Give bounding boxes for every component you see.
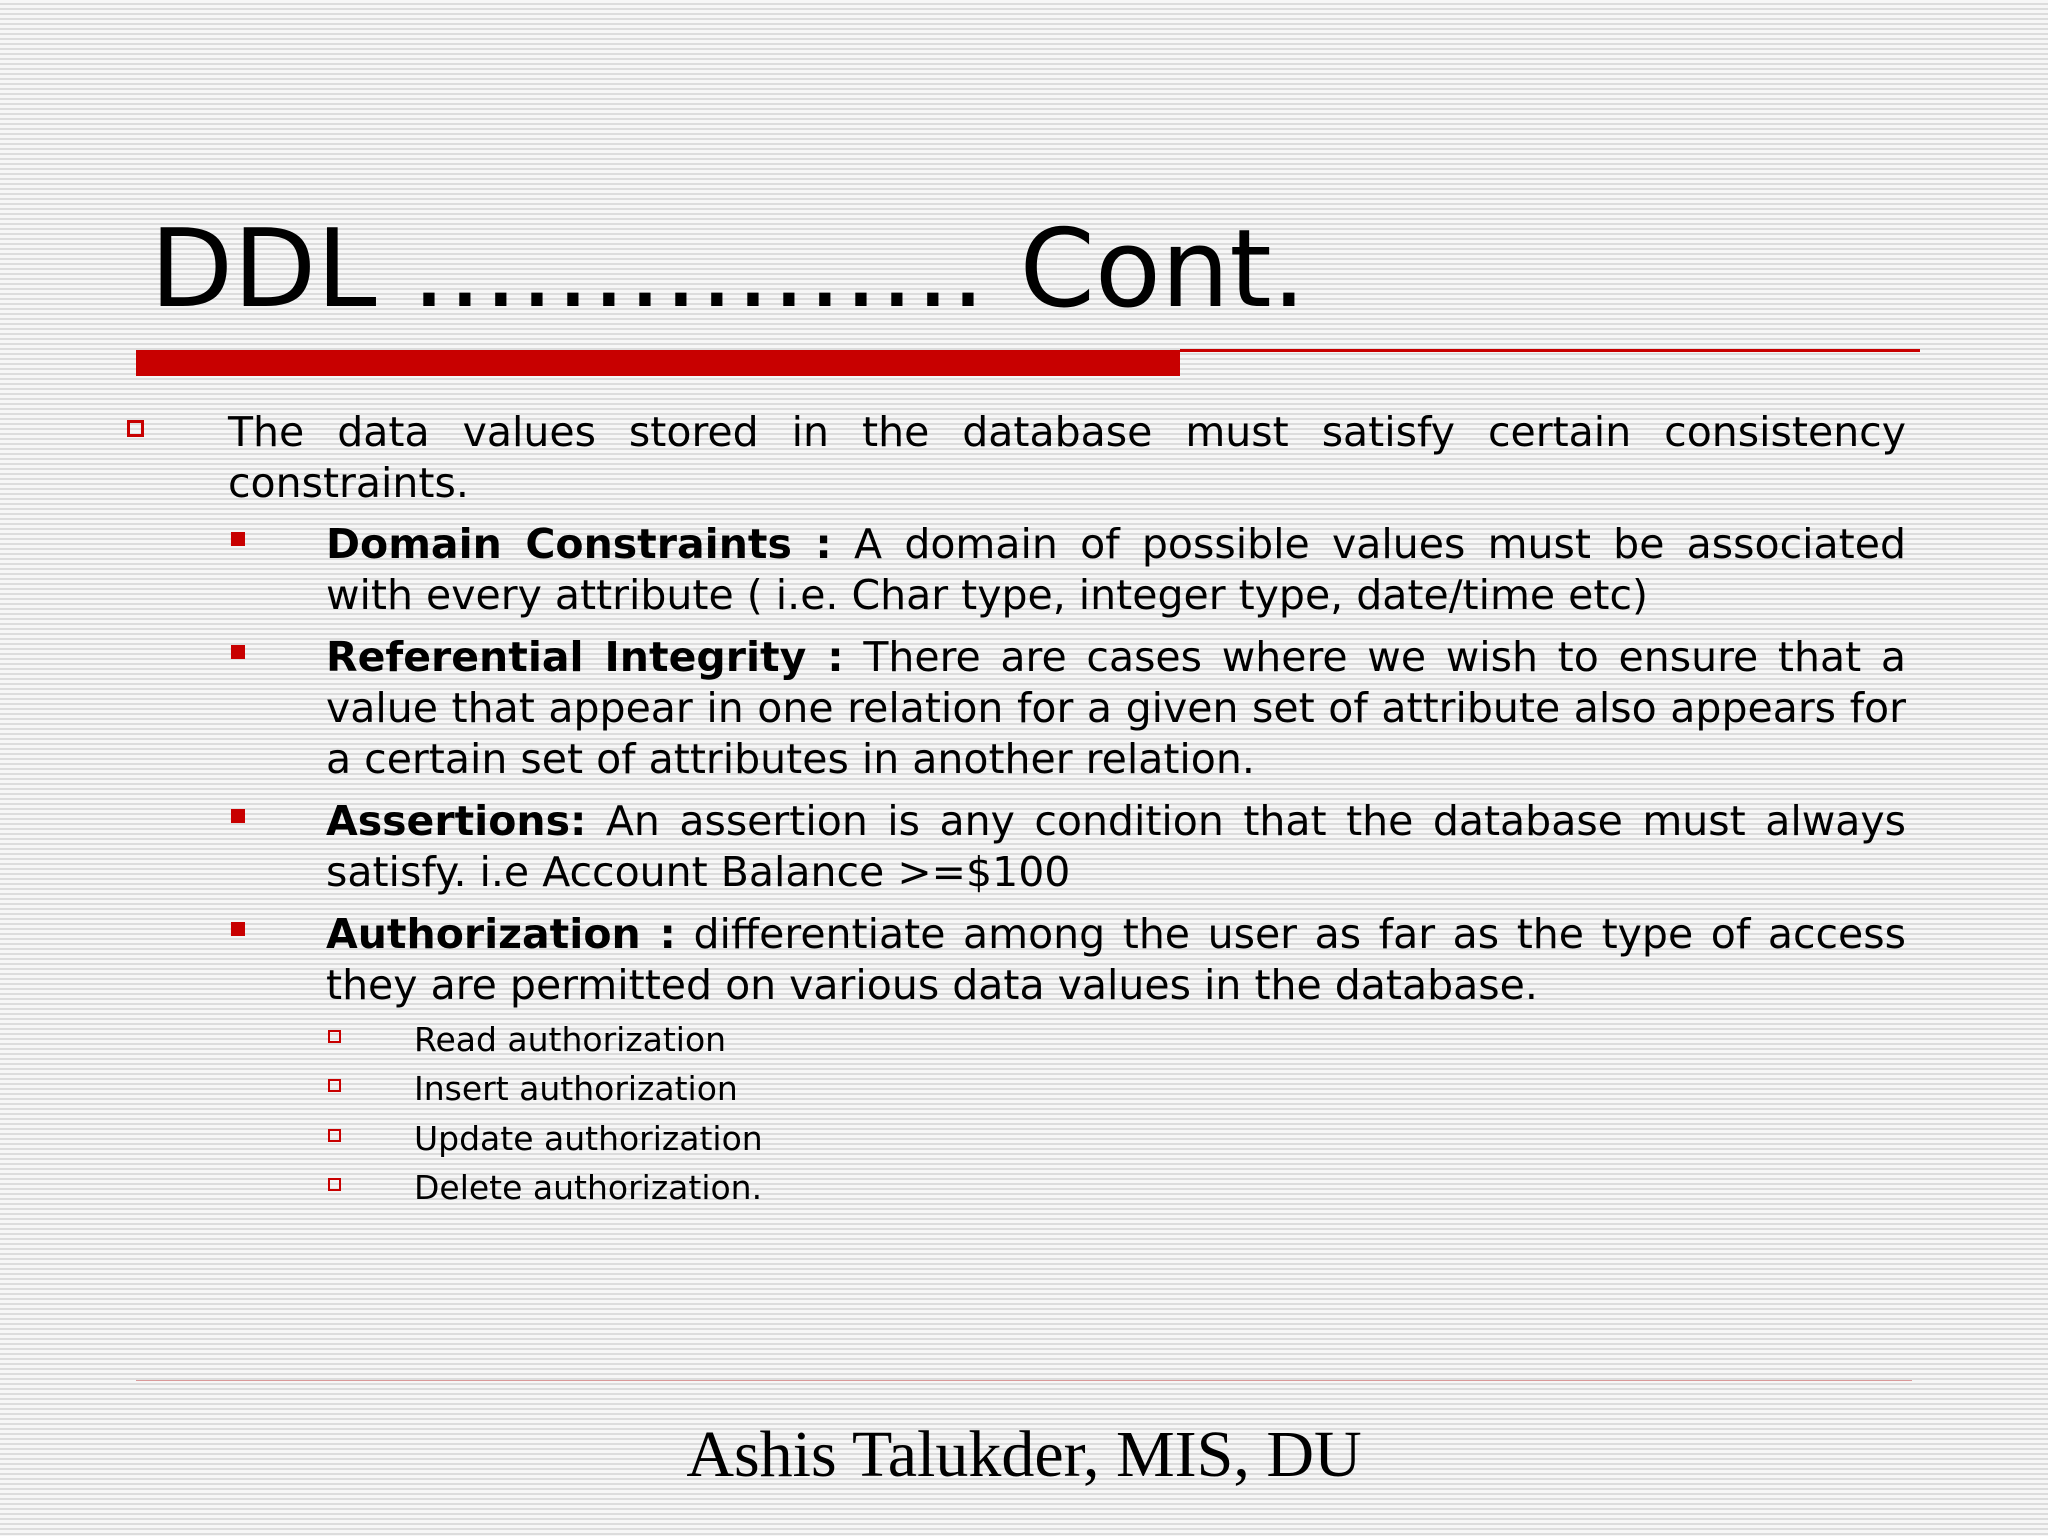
hollow-square-bullet-icon <box>328 1079 341 1092</box>
term-assertions: Assertions: <box>326 797 587 845</box>
desc-domain-constraints: A domain of possible values must be associated with every attribute ( i.e. Char type, integer type, date/time etc) <box>326 520 1906 619</box>
term-referential-integrity: Referential Integrity : <box>326 633 844 681</box>
hollow-square-bullet-icon <box>328 1129 341 1142</box>
solid-square-bullet-icon <box>231 532 245 546</box>
hollow-square-bullet-icon <box>328 1030 341 1043</box>
solid-square-bullet-icon <box>231 809 245 823</box>
solid-square-bullet-icon <box>231 645 245 659</box>
hollow-square-bullet-icon <box>328 1178 341 1191</box>
title-underline-thin <box>1180 349 1920 352</box>
title-underline-thick <box>136 350 1180 376</box>
slide-title: DDL ……………. Cont. <box>150 207 1307 332</box>
term-domain-constraints: Domain Constraints : <box>326 520 832 568</box>
list-item-read-authorization: Read authorization <box>414 1020 727 1059</box>
footer-author: Ashis Talukder, MIS, DU <box>686 1418 1362 1491</box>
list-item-insert-authorization: Insert authorization <box>414 1069 738 1108</box>
list-item-delete-authorization: Delete authorization. <box>414 1168 763 1207</box>
solid-square-bullet-icon <box>231 922 245 936</box>
list-item-referential-integrity <box>326 632 1906 785</box>
list-item-update-authorization: Update authorization <box>414 1119 763 1158</box>
list-item-assertions <box>326 796 1906 898</box>
desc-assertions: An assertion is any condition that the database must always satisfy. i.e Account Balance >=$100 <box>326 797 1906 896</box>
desc-referential-integrity: There are cases where we wish to ensure that a value that appear in one relation for a given set of attribute also appears for a certain set of attributes in another relation. <box>326 633 1906 783</box>
hollow-square-bullet-icon <box>127 420 144 437</box>
footer-divider <box>136 1380 1912 1381</box>
term-authorization: Authorization : <box>326 910 676 958</box>
intro-text: The data values stored in the database must satisfy certain consistency constraints. <box>228 408 1906 507</box>
list-item-authorization <box>326 909 1906 1011</box>
list-item-domain-constraints <box>326 519 1906 621</box>
desc-authorization: differentiate among the user as far as the type of access they are permitted on various data values in the database. <box>326 910 1906 1009</box>
